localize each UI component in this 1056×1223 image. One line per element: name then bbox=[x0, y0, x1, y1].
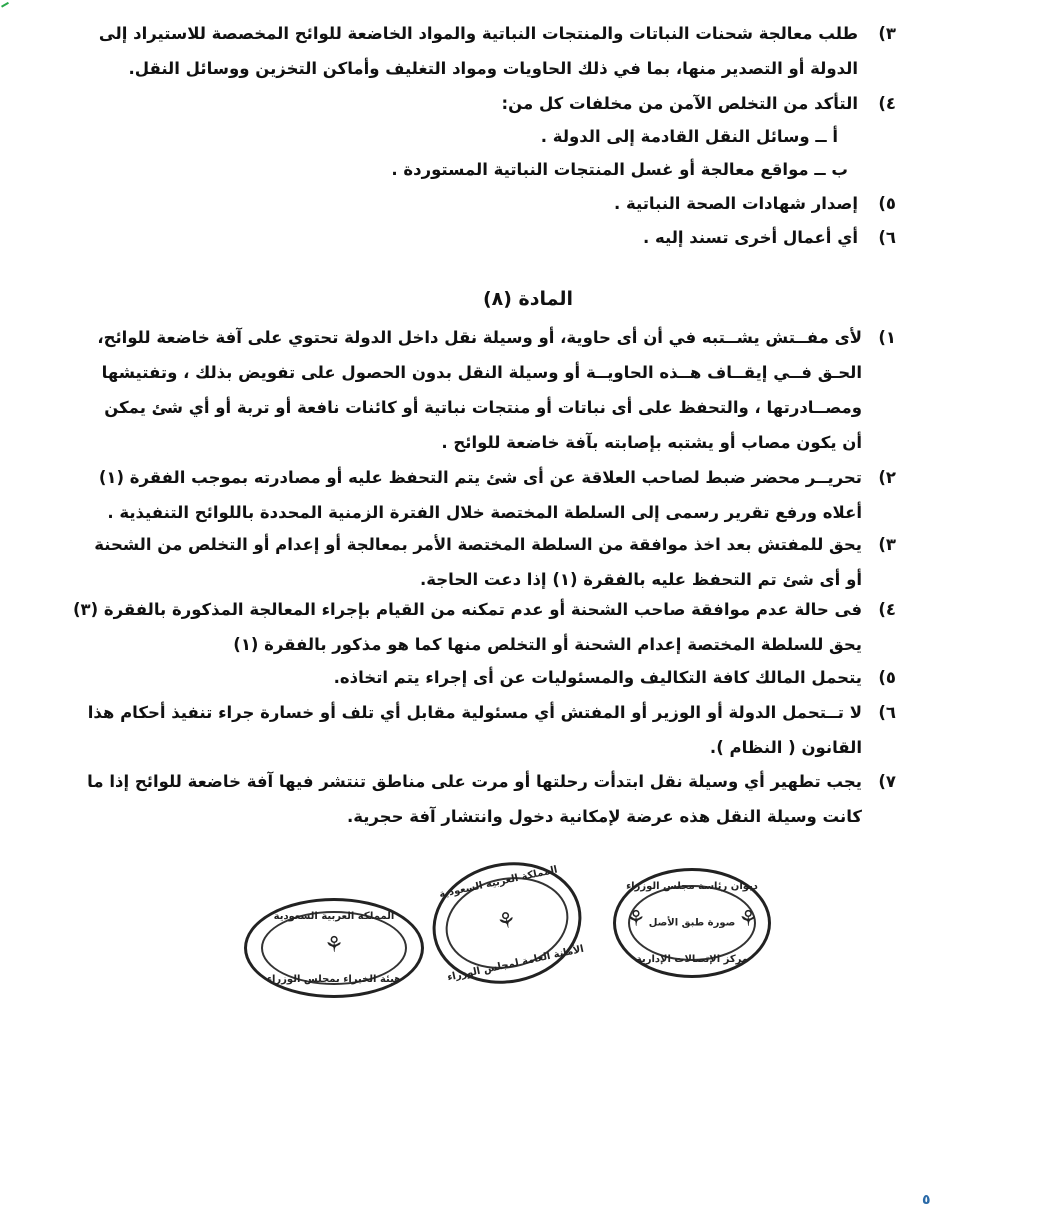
item-line: أو أى شئ تم التحفظ عليه بالفقرة (١) إذا دعت الحاجة. bbox=[420, 570, 862, 589]
item-line: يحق للسلطة المختصة إعدام الشحنة أو التخلص منها كما هو مذكور بالفقرة (١) bbox=[233, 635, 862, 654]
item-line: ومصــادرتها ، والتحفظ على أى نباتات أو منتجات نباتية أو كائنات نافعة أو تربة أو أي شئ يمكن bbox=[104, 398, 862, 417]
stamp-text: الأمانة العامة لمجلس الوزراء bbox=[446, 943, 585, 984]
palm-emblem-icon: ⚘ bbox=[494, 907, 519, 936]
item-number: ٧) bbox=[878, 772, 896, 791]
stamp-text: صورة طبق الأصل bbox=[648, 917, 736, 929]
item-line: طلب معالجة شحنات النباتات والمنتجات النباتية والمواد الخاضعة للوائح المخصصة للاستيراد إلى bbox=[98, 24, 858, 43]
item-line: يتحمل المالك كافة التكاليف والمسئوليات عن أى إجراء يتم اتخاذه. bbox=[333, 668, 862, 687]
item-line: كانت وسيلة النقل هذه عرضة لإمكانية دخول وانتشار آفة حجرية. bbox=[346, 807, 862, 826]
item-line: التأكد من التخلص الآمن من مخلفات كل من: bbox=[501, 94, 858, 113]
item-line: أي أعمال أخرى تسند إليه . bbox=[642, 228, 858, 247]
page-number: ٥ bbox=[922, 1192, 931, 1208]
item-line: الدولة أو التصدير منها، بما في ذلك الحاويات ومواد التغليف وأماكن التخزين ووسائل النقل. bbox=[128, 59, 858, 78]
item-number: ٥) bbox=[878, 194, 896, 213]
item-number: ١) bbox=[878, 328, 896, 347]
article-item-2 bbox=[98, 468, 896, 528]
item-number: ٣) bbox=[878, 535, 896, 554]
item-line: القانون ( النظام ). bbox=[709, 738, 862, 757]
stamp-text: المملكة العربية السعودية bbox=[438, 864, 559, 901]
item-line: فى حالة عدم موافقة صاحب الشحنة أو عدم تمكنه من القيام بإجراء المعالجة المذكورة بالفقرة (٣) bbox=[72, 600, 862, 619]
item-line: تحريــر محضر ضبط لصاحب العلاقة عن أى شئ يتم التحفظ عليه أو مصادرته بموجب الفقرة (١) bbox=[98, 468, 862, 487]
item-line: أن يكون مصاب أو يشتبه بإصابته بآفة خاضعة للوائح . bbox=[441, 433, 862, 452]
sub-item-a: أ ــ وسائل النقل القادمة إلى الدولة . bbox=[540, 127, 838, 146]
corner-mark bbox=[0, 0, 9, 8]
stamp-text: المملكة العربية السعودية bbox=[273, 911, 395, 922]
item-line: لأى مفــتش يشــتبه في أن أى حاوية، أو وسيلة نقل داخل الدولة تحتوي على آفة خاضعة للوائح، bbox=[97, 328, 862, 347]
item-number: ٤) bbox=[878, 94, 896, 113]
palm-emblem-icon: ⚘ bbox=[738, 907, 758, 932]
palm-emblem-icon: ⚘ bbox=[324, 933, 344, 958]
list-item-3 bbox=[98, 24, 896, 85]
article-item-3 bbox=[94, 535, 896, 595]
item-number: ٢) bbox=[878, 468, 896, 487]
article-item-7 bbox=[87, 772, 896, 832]
official-stamp-middle bbox=[421, 849, 593, 998]
item-number: ٤) bbox=[878, 600, 896, 619]
list-item-4 bbox=[176, 95, 896, 119]
item-number: ٣) bbox=[878, 24, 896, 43]
article-item-4 bbox=[72, 600, 896, 660]
item-line: الحـق فــي إيقــاف هــذه الحاويــة أو وسيلة النقل بدون الحصول على تفويض بذلك ، وتفتيشها bbox=[101, 363, 862, 382]
article-item-1 bbox=[97, 328, 896, 458]
list-item-6 bbox=[176, 229, 896, 253]
stamp-text: ديوان رئاسة مجلس الوزراء bbox=[626, 881, 758, 892]
item-line: يحق للمفتش بعد اخذ موافقة من السلطة المختصة الأمر بمعالجة أو إعدام أو التخلص من الشحنة bbox=[94, 535, 862, 554]
stamp-text: مركز الإتصالات الإدارية bbox=[635, 954, 749, 965]
item-line: لا تــتحمل الدولة أو الوزير أو المفتش أي مسئولية مقابل أي تلف أو خسارة جراء تنفيذ أحكام هذا bbox=[87, 703, 862, 722]
official-stamp-right bbox=[613, 868, 771, 978]
stamp-text: هيئة الخبراء بمجلس الوزراء bbox=[266, 974, 402, 985]
list-item-5 bbox=[176, 195, 896, 219]
item-number: ٦) bbox=[878, 703, 896, 722]
item-line: أعلاه ورفع تقرير رسمى إلى السلطة المختصة خلال الفترة الزمنية المحددة باللوائح التنفيذية . bbox=[107, 503, 862, 522]
item-line: إصدار شهادات الصحة النباتية . bbox=[613, 194, 858, 213]
item-number: ٦) bbox=[878, 228, 896, 247]
article-item-6 bbox=[87, 703, 896, 763]
sub-item-b: ب ــ مواقع معالجة أو غسل المنتجات النباتية المستوردة . bbox=[391, 160, 848, 179]
article-title: المادة (٨) bbox=[482, 288, 574, 310]
item-line: يجب تطهير أي وسيلة نقل ابتدأت رحلتها أو مرت على مناطق تنتشر فيها آفة خاضعة للوائح إذا ما bbox=[87, 772, 862, 791]
official-stamp-left bbox=[244, 898, 424, 998]
palm-emblem-icon: ⚘ bbox=[626, 907, 646, 932]
article-item-5 bbox=[161, 668, 896, 696]
item-number: ٥) bbox=[878, 668, 896, 687]
